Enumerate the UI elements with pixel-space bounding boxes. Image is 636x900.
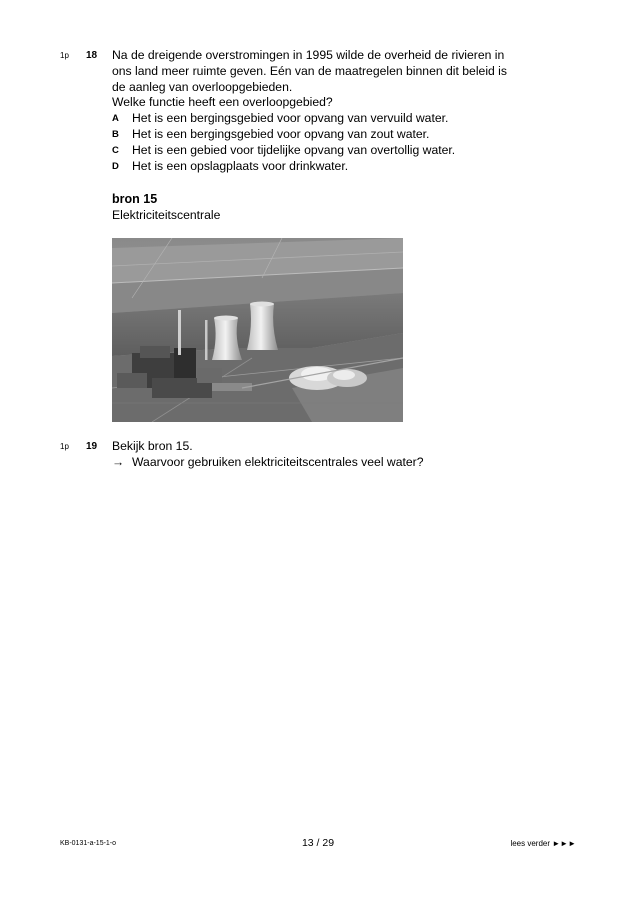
source-heading <box>112 192 562 224</box>
page-footer <box>60 837 576 853</box>
question-number: 19 <box>86 441 98 452</box>
answer-option-a[interactable] <box>112 111 562 127</box>
question-stem-line: Bekijk bron 15. <box>112 439 193 453</box>
source-label: bron 15 <box>112 192 158 206</box>
question-body <box>112 439 562 471</box>
question-number: 18 <box>86 50 98 61</box>
option-letter: B <box>112 128 119 140</box>
question-stem-line: Na de dreigende overstromingen in 1995 wilde de overheid de rivieren in <box>112 48 505 62</box>
option-letter: C <box>112 144 119 156</box>
question-stem-line: de aanleg van overloopgebieden. <box>112 79 293 94</box>
option-text: Het is een bergingsgebied voor opvang van vervuild water. <box>132 111 449 126</box>
page-number: 13 / 29 <box>301 837 335 849</box>
option-text: Het is een opslagplaats voor drinkwater. <box>132 158 349 173</box>
answer-option-d[interactable] <box>112 159 562 175</box>
option-text: Het is een gebied voor tijdelijke opvang van overtollig water. <box>132 142 456 157</box>
prompt-text: Waarvoor gebruiken elektriciteitscentrales veel water? <box>132 454 424 469</box>
option-text: Het is een bergingsgebied voor opvang van zout water. <box>132 126 430 141</box>
question-stem-line: Welke functie heeft een overloopgebied? <box>112 95 333 110</box>
question-stem-line: ons land meer ruimte geven. Eén van de maatregelen binnen dit beleid is <box>112 63 507 78</box>
power-plant-photo <box>112 238 403 422</box>
question-points: 1p <box>60 442 69 451</box>
arrow-icon: → <box>112 454 125 469</box>
source-caption: Elektriciteitscentrale <box>112 207 221 222</box>
option-letter: A <box>112 113 119 125</box>
continue-label: lees verder ►►► <box>510 839 576 848</box>
question-points: 1p <box>60 51 69 60</box>
answer-option-c[interactable] <box>112 143 562 159</box>
question-body <box>112 48 562 174</box>
question-prompt <box>112 455 562 471</box>
answer-option-b[interactable] <box>112 127 562 143</box>
exam-code: KB-0131-a-15-1-o <box>60 840 117 847</box>
option-letter: D <box>112 160 119 172</box>
